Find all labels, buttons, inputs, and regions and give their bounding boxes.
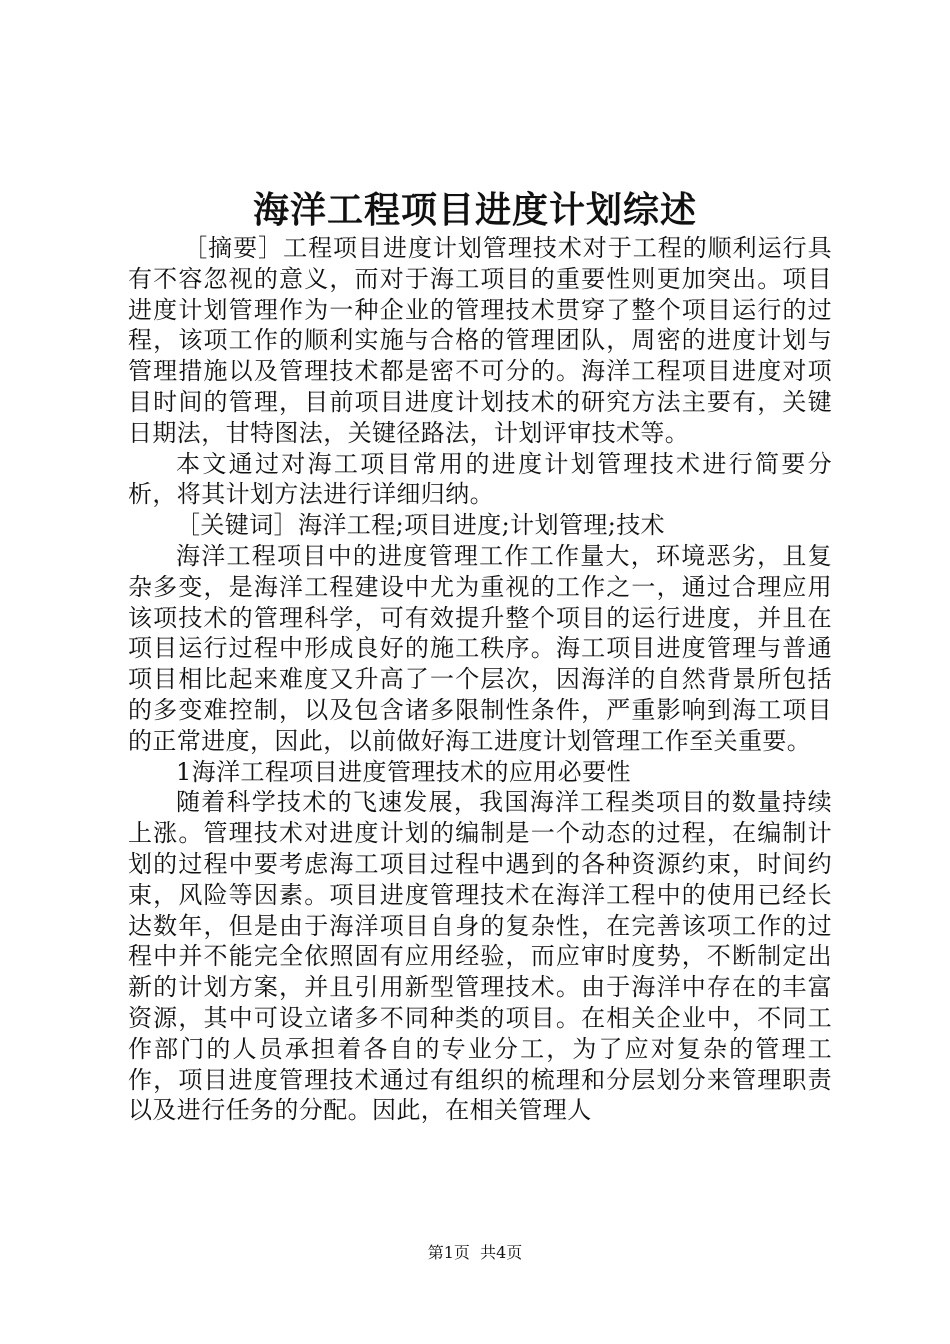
abstract-paragraph: ［摘要］工程项目进度计划管理技术对于工程的顺利运行具有不容忽视的意义，而对于海工项目的重要性则更加突出。项目进度计划管理作为一种企业的管理技术贯穿了整个项目运行的过程，该项工作的顺利实施与合格的管理团队，周密的进度计划与管理措施以及管理技术都是密不可分的。海洋工程项目进度对项目时间的管理，目前项目进度计划技术的研究方法主要有，关键日期法，甘特图法，关键径路法，计划评审技术等。 bbox=[128, 234, 832, 447]
document-body bbox=[128, 233, 832, 1126]
section-heading-1: 1海洋工程项目进度管理技术的应用必要性 bbox=[176, 757, 631, 786]
page-footer bbox=[0, 1243, 950, 1263]
document-title: 海洋工程项目进度计划综述 bbox=[252, 189, 697, 231]
section-1-paragraph: 随着科学技术的飞速发展，我国海洋工程类项目的数量持续上涨。管理技术对进度计划的编制是一个动态的过程，在编制计划的过程中要考虑海工项目过程中遇到的各种资源约束，时间约束，风险等因素。项目进度管理技术在海洋工程中的使用已经长达数年，但是由于海洋项目自身的复杂性，在完善该项工作的过程中并不能完全依照固有应用经验，而应审时度势，不断制定出新的计划方案，并且引用新型管理技术。由于海洋中存在的丰富资源，其中可设立诸多不同种类的项目。在相关企业中，不同工作部门的人员承担着各自的专业分工，为了应对复杂的管理工作，项目进度管理技术通过有组织的梳理和分层划分来管理职责以及进行任务的分配。因此，在相关管理人 bbox=[128, 788, 832, 1125]
intro-paragraph: 海洋工程项目中的进度管理工作工作量大，环境恶劣，且复杂多变，是海洋工程建设中尤为重视的工作之一，通过合理应用该项技术的管理科学，可有效提升整个项目的运行进度，并且在项目运行过程中形成良好的施工秩序。海工项目进度管理与普通项目相比起来难度又升高了一个层次，因海洋的自然背景所包括的多变难控制，以及包含诸多限制性条件，严重影响到海工项目的正常进度，因此，以前做好海工进度计划管理工作至关重要。 bbox=[128, 541, 832, 755]
keywords-paragraph: ［关键词］海洋工程;项目进度;计划管理;技术 bbox=[176, 511, 666, 540]
summary-paragraph: 本文通过对海工项目常用的进度计划管理技术进行简要分析，将其计划方法进行详细归纳。 bbox=[128, 449, 832, 509]
page-number-label: 第1页 共4页 bbox=[427, 1243, 523, 1262]
